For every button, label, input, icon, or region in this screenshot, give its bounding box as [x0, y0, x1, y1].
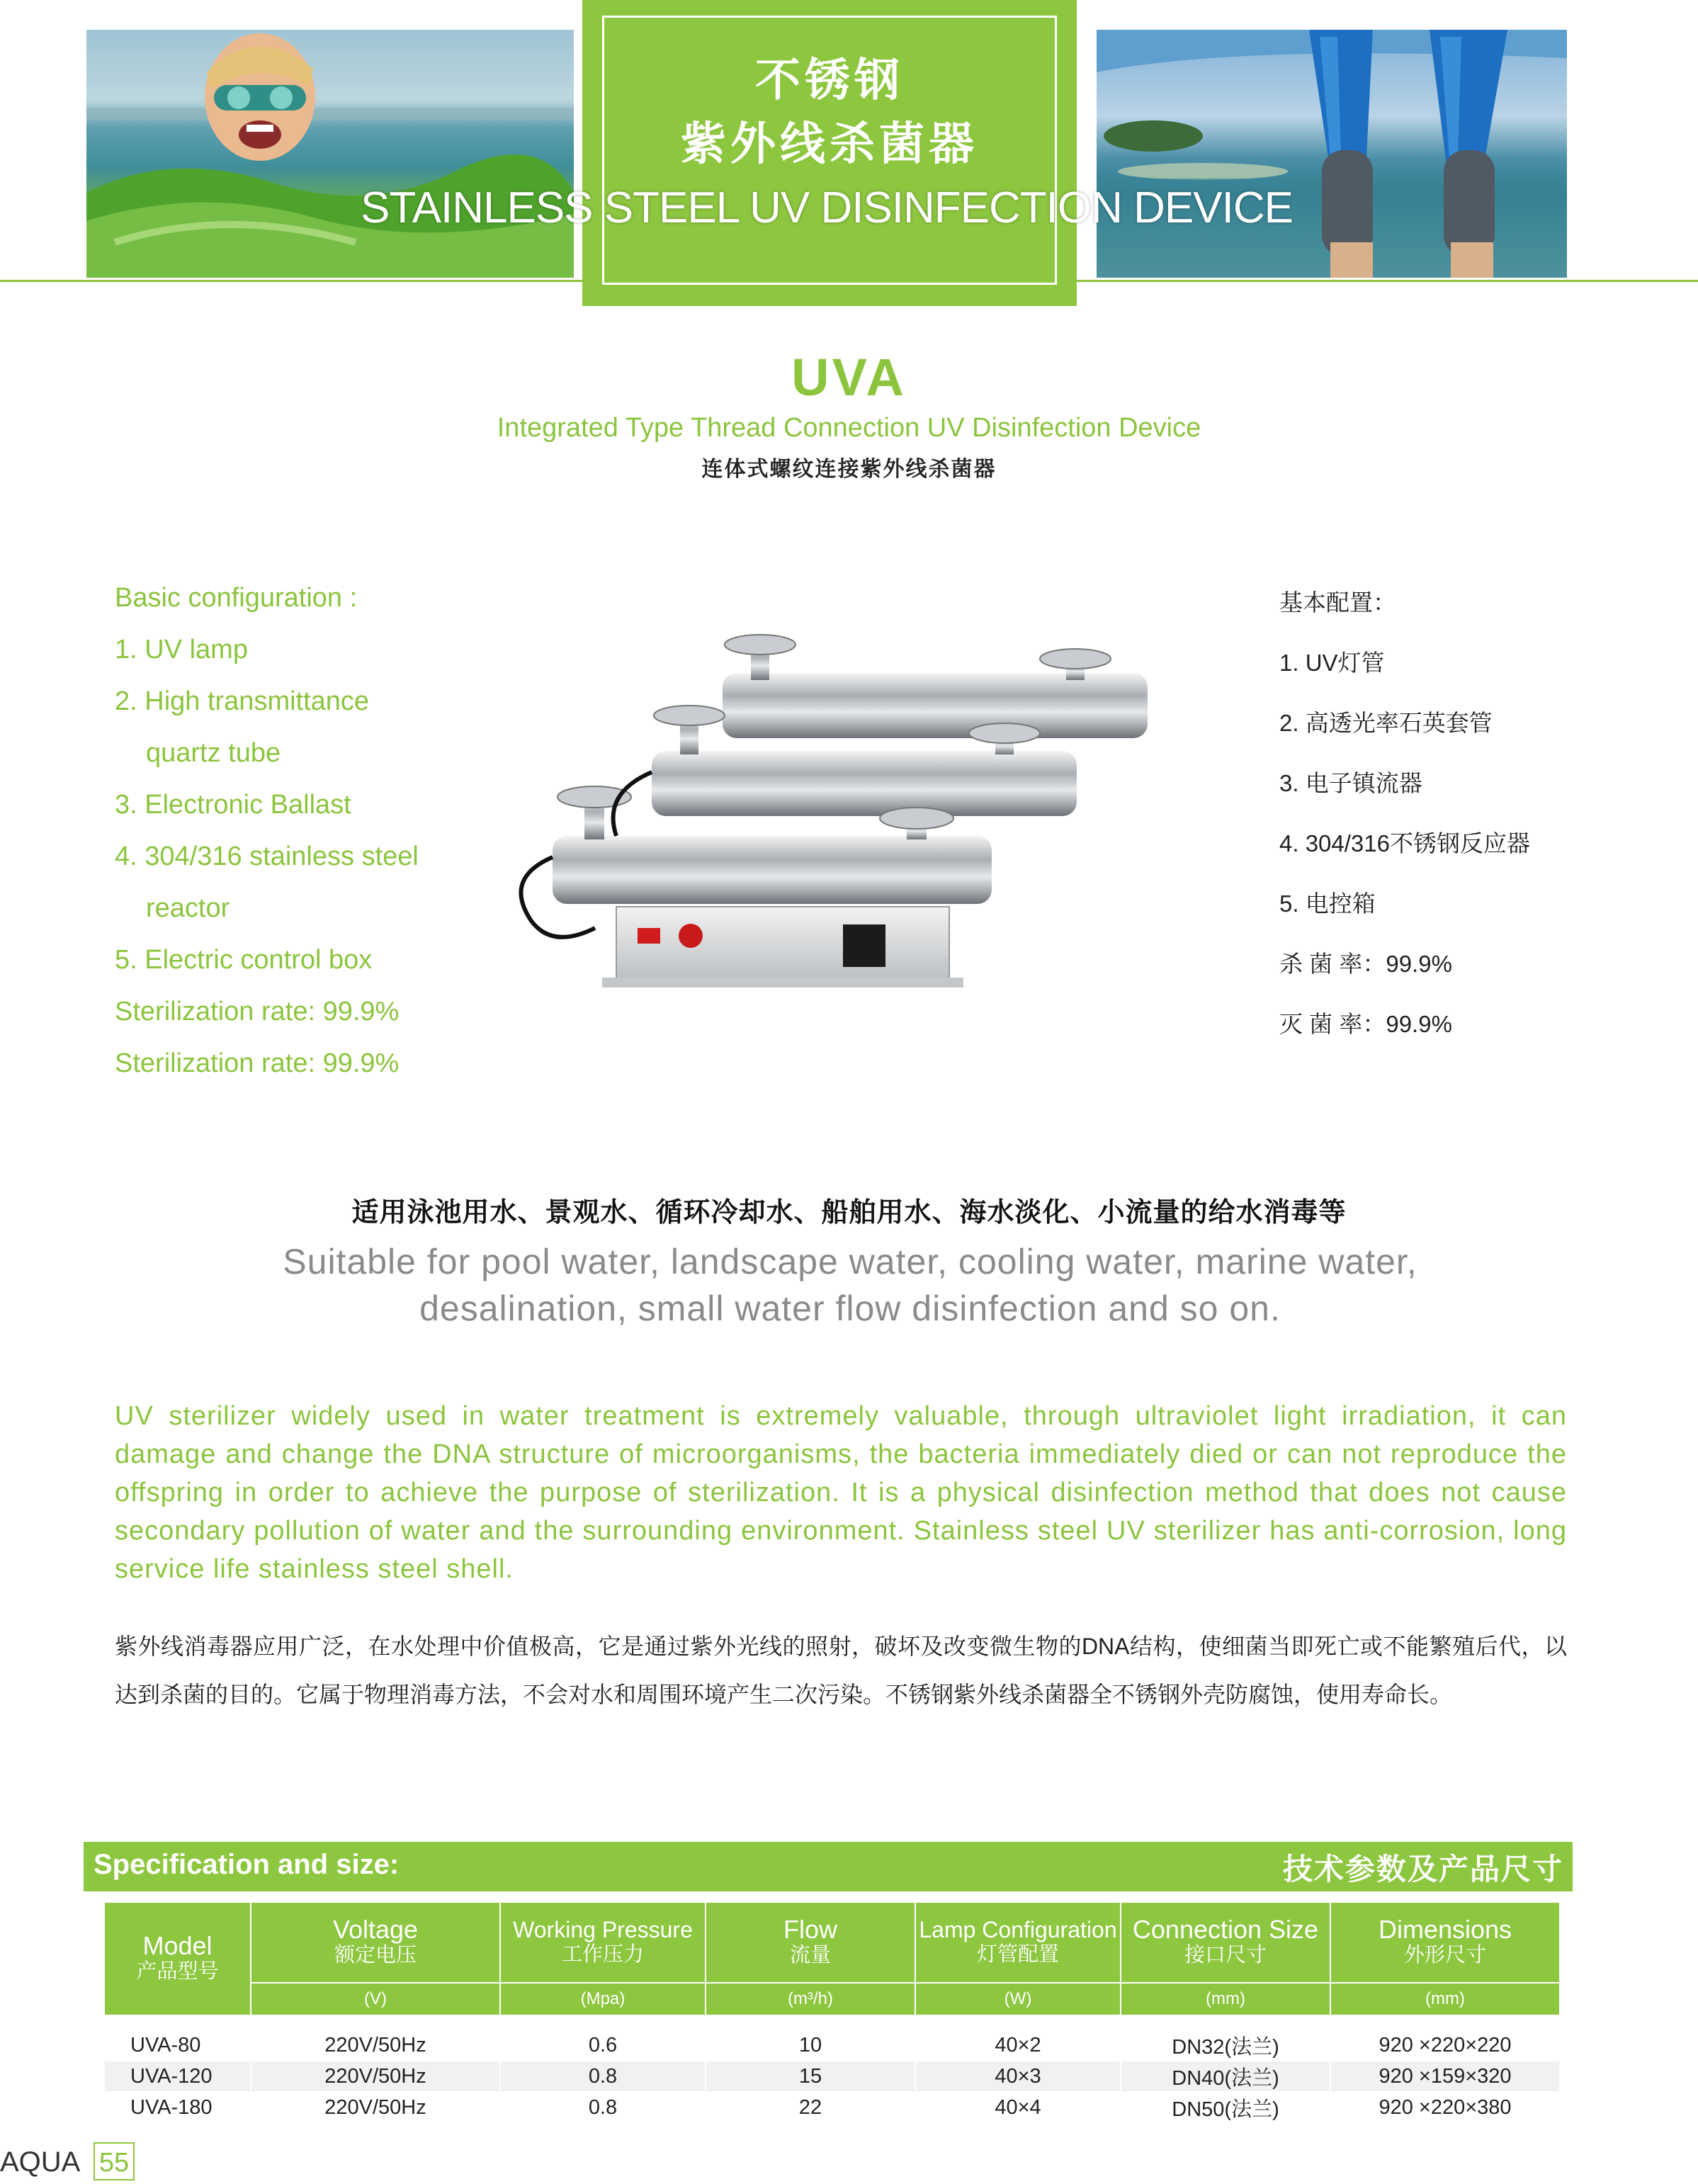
- application-en-line2: desalination, small water flow disinfection and so on.: [419, 1289, 1281, 1328]
- column-header-lamp: Lamp Configuration 灯管配置: [915, 1903, 1121, 1983]
- column-header-voltage: Voltage 额定电压: [251, 1903, 500, 1983]
- cell-model: UVA-180: [105, 2092, 251, 2122]
- column-header-connection: Connection Size 接口尺寸: [1121, 1903, 1330, 1983]
- config-item-en: 5. Electric control box: [115, 945, 373, 975]
- column-header-dimensions: Dimensions 外形尺寸: [1330, 1903, 1560, 1983]
- cell-voltage: 220V/50Hz: [251, 2092, 500, 2122]
- application-en: [142, 1238, 1558, 1332]
- cell-pressure: 0.6: [500, 2030, 706, 2061]
- product-subtitle-cn: 连体式螺纹连接紫外线杀菌器: [701, 458, 997, 481]
- config-item-cn: 杀 菌 率：99.9%: [1279, 951, 1452, 977]
- cell-voltage: 220V/50Hz: [251, 2061, 500, 2092]
- column-header-flow: Flow 流量: [706, 1903, 915, 1983]
- cell-connection: DN50(法兰): [1121, 2092, 1330, 2122]
- config-item-en: reactor: [146, 893, 230, 923]
- unit-dimensions: (mm): [1330, 1983, 1560, 2015]
- column-header-pressure: Working Pressure 工作压力: [500, 1903, 706, 1983]
- application-cn: 适用泳池用水、景观水、循环冷却水、船舶用水、海水淡化、小流量的给水消毒等: [351, 1198, 1347, 1228]
- config-item-cn: 3. 电子镇流器: [1279, 770, 1422, 796]
- unit-voltage: (V): [251, 1983, 500, 2015]
- spec-title-en: Specification and size:: [94, 1849, 400, 1880]
- header-photo-diving-fins: [1097, 30, 1567, 278]
- header-photo-boy-swimming: [86, 30, 574, 278]
- unit-flow: (m³/h): [706, 1983, 915, 2015]
- cell-dimensions: 920 ×159×320: [1330, 2061, 1560, 2092]
- table-header-row: [105, 1903, 1560, 1983]
- column-header-model: Model 产品型号: [105, 1903, 251, 2015]
- uv-sterilizer-product-image: [489, 623, 1183, 992]
- table-row: [105, 2030, 1560, 2061]
- config-item-en: quartz tube: [146, 738, 281, 768]
- config-heading-cn: 基本配置：: [1279, 589, 1396, 616]
- config-item-en: 1. UV lamp: [115, 635, 248, 664]
- diving-fins-illustration: [1097, 30, 1567, 278]
- page-number: 55: [94, 2142, 135, 2180]
- cell-connection: DN40(法兰): [1121, 2061, 1330, 2092]
- unit-lamp: (W): [915, 1983, 1121, 2015]
- config-item-en: 3. Electronic Ballast: [115, 790, 351, 820]
- table-row: [105, 2061, 1560, 2092]
- product-subtitle-en: Integrated Type Thread Connection UV Disinfection Device: [497, 413, 1201, 443]
- en-title-banner: STAINLESS STEEL UV DISINFECTION DEVICE: [361, 183, 1293, 232]
- config-item-cn: 灭 菌 率：99.9%: [1279, 1011, 1452, 1037]
- cell-flow: 22: [706, 2092, 915, 2122]
- footer-brand: AQUA: [0, 2146, 81, 2178]
- cn-title-line2: 紫外线杀菌器: [681, 118, 978, 169]
- spec-title-cn: 技术参数及产品尺寸: [1282, 1852, 1563, 1886]
- unit-pressure: (Mpa): [500, 1983, 706, 2015]
- config-item-en: Sterilization rate: 99.9%: [115, 1048, 400, 1078]
- cell-pressure: 0.8: [500, 2061, 706, 2092]
- config-item-en: Sterilization rate: 99.9%: [115, 997, 400, 1026]
- cell-dimensions: 920 ×220×380: [1330, 2092, 1560, 2122]
- config-item-en: 4. 304/316 stainless steel: [115, 842, 419, 871]
- application-en-line1: Suitable for pool water, landscape water, cooling water, marine water,: [283, 1242, 1417, 1281]
- cn-title-line1: 不锈钢: [755, 55, 904, 106]
- cell-model: UVA-80: [105, 2030, 251, 2061]
- product-name: UVA: [791, 348, 907, 407]
- config-item-cn: 2. 高透光率石英套管: [1279, 710, 1493, 736]
- cell-pressure: 0.8: [500, 2092, 706, 2122]
- config-item-cn: 5. 电控箱: [1279, 890, 1376, 917]
- unit-connection: (mm): [1121, 1983, 1330, 2015]
- cell-voltage: 220V/50Hz: [251, 2030, 500, 2061]
- cell-lamp: 40×3: [915, 2061, 1121, 2092]
- table-row: [105, 2092, 1560, 2122]
- boy-swimming-illustration: [86, 30, 574, 278]
- config-list-en: [115, 572, 511, 1090]
- config-heading-en: Basic configuration :: [115, 583, 358, 613]
- uv-sterilizer-illustration: [489, 623, 1183, 992]
- table-unit-row: [105, 1983, 1560, 2015]
- config-list-cn: [1279, 572, 1648, 1054]
- cell-lamp: 40×2: [915, 2030, 1121, 2061]
- cell-flow: 15: [706, 2061, 915, 2092]
- cell-lamp: 40×4: [915, 2092, 1121, 2122]
- config-item-en: 2. High transmittance: [115, 686, 370, 716]
- cell-connection: DN32(法兰): [1121, 2030, 1330, 2061]
- cell-model: UVA-120: [105, 2061, 251, 2092]
- description-en: UV sterilizer widely used in water treatment is extremely valuable, through ultraviolet light irradiation, it can damage and change the DNA structure of microorganisms, the bacteria immediately died or can not reproduce the offspring in order to achieve the purpose of sterilization. It is a physical disinfection method that does not cause secondary pollution of water and the surrounding environment. Stainless steel UV sterilizer has anti-corrosion, long service life stainless steel shell.: [115, 1401, 1567, 1584]
- spec-table: [105, 1903, 1561, 2122]
- cell-dimensions: 920 ×220×220: [1330, 2030, 1560, 2061]
- config-item-cn: 4. 304/316不锈钢反应器: [1279, 830, 1530, 856]
- config-item-cn: 1. UV灯管: [1279, 650, 1385, 676]
- description-cn: 紫外线消毒器应用广泛，在水处理中价值极高，它是通过紫外光线的照射，破坏及改变微生物的DNA结构，使细菌当即死亡或不能繁殖后代，以达到杀菌的目的。它属于物理消毒方法，不会对水和周围环境产生二次污染。不锈钢紫外线杀菌器全不锈钢外壳防腐蚀，使用寿命长。: [115, 1634, 1567, 1707]
- cell-flow: 10: [706, 2030, 915, 2061]
